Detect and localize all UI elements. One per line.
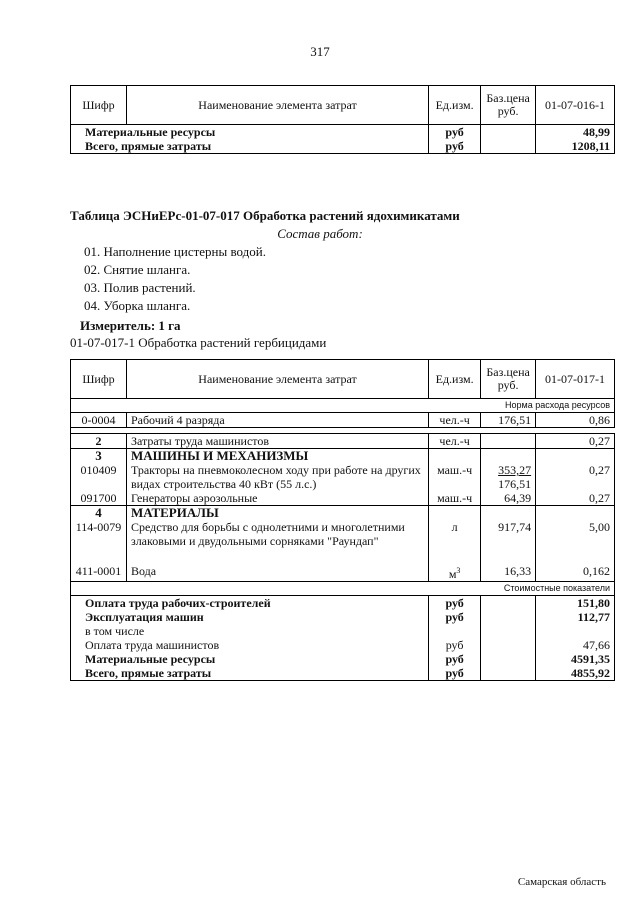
cost-unit: руб — [429, 652, 481, 666]
section-row — [71, 506, 615, 521]
row-value: 1208,11 — [536, 139, 615, 154]
cost-row — [71, 624, 615, 638]
header-unit: Ед.изм. — [429, 86, 481, 125]
cost-name: Материальные ресурсы — [71, 652, 429, 666]
resource-code: 114-0079 — [71, 520, 127, 564]
resource-price: 917,74 — [481, 520, 536, 564]
subtitle: 01-07-017-1 Обработка растений гербицидами — [70, 335, 327, 350]
row-name: Всего, прямые затраты — [71, 139, 429, 154]
cost-unit: руб — [429, 596, 481, 611]
resource-unit: м — [448, 567, 457, 581]
row-name: Материальные ресурсы — [71, 125, 429, 140]
resource-price: 64,39 — [481, 491, 536, 506]
work-item: 02. Снятие шланга. — [84, 262, 191, 277]
header-price: Баз.цена руб. — [481, 360, 536, 399]
cost-row — [71, 596, 615, 611]
cost-name: Эксплуатация машин — [71, 610, 429, 624]
resource-code: 0-0004 — [71, 413, 127, 428]
resource-value: 0,162 — [536, 564, 615, 582]
unit-superscript: 3 — [456, 566, 461, 575]
work-item: 01. Наполнение цистерны водой. — [84, 244, 266, 259]
table-header-row — [71, 86, 615, 125]
works-heading: Состав работ: — [277, 226, 363, 241]
resource-name: Рабочий 4 разряда — [126, 413, 428, 428]
cost-value: 151,80 — [536, 596, 615, 611]
cost-unit: руб — [429, 666, 481, 681]
norm-label-row — [71, 399, 615, 413]
cost-label-row — [71, 582, 615, 596]
resource-code: 091700 — [71, 491, 127, 506]
section-code: 3 — [71, 449, 127, 464]
header-name: Наименование элемента затрат — [126, 360, 428, 399]
table-row — [71, 139, 615, 154]
header-name: Наименование элемента затрат — [126, 86, 428, 125]
resource-table — [70, 359, 615, 681]
cost-value: 112,77 — [536, 610, 615, 624]
row-unit: руб — [429, 139, 481, 154]
footer-region: Самарская область — [517, 876, 606, 888]
resource-name: Затраты труда машинистов — [126, 434, 428, 449]
resource-unit: маш.-ч — [429, 463, 481, 491]
section-code: 4 — [71, 506, 127, 521]
resource-value: 0,27 — [536, 491, 615, 506]
resource-unit: л — [429, 520, 481, 564]
table-title: Таблица ЭСНиЕРс-01-07-017 Обработка растений ядохимикатами — [70, 208, 460, 223]
resource-value: 0,27 — [536, 434, 615, 449]
resource-value: 5,00 — [536, 520, 615, 564]
resource-name: Тракторы на пневмоколесном ходу при работе на других видах строительства 40 кВт (55 л.с.) — [126, 463, 428, 491]
resource-code: 2 — [71, 434, 127, 449]
resource-price: 176,51 — [481, 413, 536, 428]
header-unit: Ед.изм. — [429, 360, 481, 399]
norm-label: Норма расхода ресурсов — [71, 399, 615, 413]
cost-label: Стоимостные показатели — [71, 582, 615, 596]
cost-unit: руб — [429, 610, 481, 624]
resource-price: 16,33 — [481, 564, 536, 582]
header-code-column: 01-07-017-1 — [536, 360, 615, 399]
resource-name: Вода — [126, 564, 428, 582]
cost-value: 4855,92 — [536, 666, 615, 681]
cost-value: 47,66 — [536, 638, 615, 652]
cost-row — [71, 666, 615, 681]
cost-value: 4591,35 — [536, 652, 615, 666]
table-row — [71, 413, 615, 428]
resource-unit: чел.-ч — [429, 413, 481, 428]
resource-unit: чел.-ч — [429, 434, 481, 449]
resource-unit: маш.-ч — [429, 491, 481, 506]
resource-code: 010409 — [71, 463, 127, 491]
resource-name: Средство для борьбы с однолетними и многолетними злаковыми и двудольными сорняками "Раундап" — [126, 520, 428, 564]
work-item: 04. Уборка шланга. — [84, 298, 191, 313]
cost-name: в том числе — [71, 624, 429, 638]
table-row — [71, 434, 615, 449]
cost-row — [71, 652, 615, 666]
page-number: 317 — [310, 44, 330, 59]
top-cost-table — [70, 85, 615, 154]
resource-value: 0,27 — [536, 463, 615, 491]
row-value: 48,99 — [536, 125, 615, 140]
row-unit: руб — [429, 125, 481, 140]
cost-row — [71, 610, 615, 624]
table-row — [71, 463, 615, 491]
resource-price-secondary: 176,51 — [498, 477, 532, 491]
cost-unit: руб — [429, 638, 481, 652]
section-row — [71, 449, 615, 464]
work-item: 03. Полив растений. — [84, 280, 196, 295]
resource-name: Генераторы аэрозольные — [126, 491, 428, 506]
table-header-row — [71, 360, 615, 399]
header-code: Шифр — [71, 86, 127, 125]
cost-row — [71, 638, 615, 652]
header-price: Баз.цена руб. — [481, 86, 536, 125]
section-name: МАТЕРИАЛЫ — [126, 506, 428, 521]
resource-price: 353,27 — [498, 463, 532, 477]
table-row — [71, 564, 615, 582]
section-name: МАШИНЫ И МЕХАНИЗМЫ — [126, 449, 428, 464]
cost-name: Оплата труда машинистов — [71, 638, 429, 652]
cost-name: Всего, прямые затраты — [71, 666, 429, 681]
resource-value: 0,86 — [536, 413, 615, 428]
measure-unit: Измеритель: 1 га — [80, 318, 181, 333]
header-code-column: 01-07-016-1 — [536, 86, 615, 125]
table-row — [71, 520, 615, 564]
resource-code: 411-0001 — [71, 564, 127, 582]
cost-name: Оплата труда рабочих-строителей — [71, 596, 429, 611]
header-code: Шифр — [71, 360, 127, 399]
table-row — [71, 125, 615, 140]
table-row — [71, 491, 615, 506]
